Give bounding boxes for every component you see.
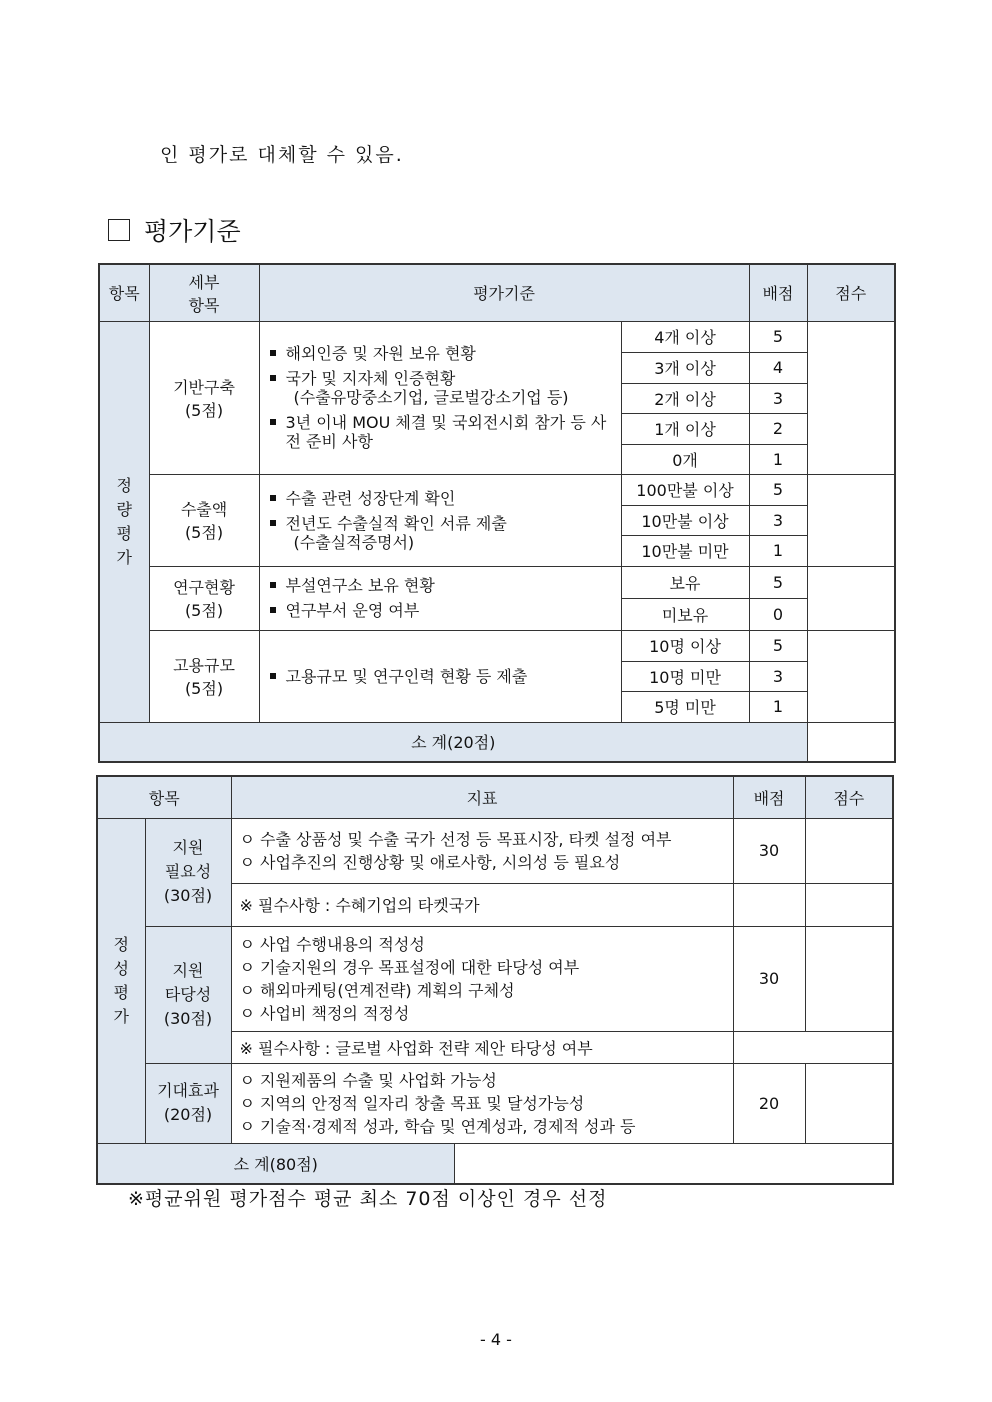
group-name-cell — [145, 818, 231, 926]
group-name-cell — [149, 474, 259, 566]
group-name: 수출액 — [180, 500, 228, 519]
criteria-bullet: 3년 이내 MOU 체결 및 국외전시회 참가 등 사전 준비 사항 — [270, 413, 615, 451]
level-points: 4 — [749, 352, 807, 383]
score-cell — [805, 883, 893, 926]
quantitative-evaluation-table — [98, 263, 896, 763]
header-sub-item-line1: 세부 — [188, 272, 220, 292]
empty-cell — [733, 1031, 893, 1063]
group-name-line: 타당성 — [164, 984, 212, 1004]
criteria-bullet-sub: (수출유망중소기업, 글로벌강소기업 등) — [293, 388, 569, 407]
indicator-item: ㅇ 기술적·경제적 성과, 학습 및 연계성과, 경제적 성과 등 — [239, 1116, 636, 1136]
score-cell — [805, 926, 893, 1031]
header-indicator: 지표 — [231, 776, 733, 818]
group-name-line: 필요성 — [164, 862, 212, 881]
group-name: 기반구축 — [173, 377, 235, 397]
criteria-bullet: 연구부서 운영 여부 — [270, 601, 615, 620]
level-label: 5명 미만 — [621, 691, 749, 722]
header-score: 점수 — [805, 776, 893, 818]
required-note: ※ 필수사항 : 글로벌 사업화 전략 제안 타당성 여부 — [231, 1031, 733, 1063]
level-points: 2 — [749, 413, 807, 444]
indicator-item: ㅇ 지역의 안정적 일자리 창출 목표 및 달성가능성 — [239, 1093, 585, 1113]
level-points: 5 — [749, 630, 807, 661]
level-points: 1 — [749, 444, 807, 474]
level-label: 10만불 이상 — [621, 505, 749, 535]
level-label: 2개 이상 — [621, 383, 749, 413]
category-char: 량 — [116, 499, 132, 519]
level-label: 미보유 — [621, 598, 749, 630]
criteria-cell — [259, 566, 621, 630]
level-points: 3 — [749, 505, 807, 535]
group-name: 연구현황 — [173, 578, 235, 597]
group-name: 고용규모 — [173, 656, 235, 675]
level-label: 1개 이상 — [621, 413, 749, 444]
criteria-bullet: 부설연구소 보유 현황 — [270, 576, 615, 595]
header-criteria: 평가기준 — [259, 264, 749, 321]
category-cell — [99, 321, 149, 722]
level-label: 100만불 이상 — [621, 474, 749, 505]
level-points: 1 — [749, 535, 807, 566]
criteria-bullet: 해외인증 및 자원 보유 현황 — [270, 344, 615, 363]
subtotal-score-cell — [454, 1143, 893, 1184]
score-cell — [805, 1063, 893, 1143]
criteria-cell — [259, 321, 621, 474]
group-name-line: 기대효과 — [157, 1081, 219, 1100]
criteria-bullet — [270, 514, 615, 552]
criteria-bullet-text: 국가 및 지자체 인증현황 — [285, 369, 456, 388]
score-cell — [807, 474, 895, 566]
level-points: 5 — [749, 566, 807, 598]
group-max: (5점) — [184, 601, 224, 620]
group-name-cell — [149, 566, 259, 630]
score-cell — [807, 566, 895, 630]
intro-text: 인 평가로 대체할 수 있음. — [160, 144, 404, 166]
indicator-item: ㅇ 해외마케팅(연계전략) 계획의 구체성 — [239, 980, 515, 1000]
points-cell: 30 — [733, 818, 805, 883]
indicator-item: ㅇ 사업 수행내용의 적성성 — [239, 934, 425, 954]
level-points: 5 — [749, 321, 807, 352]
level-label: 4개 이상 — [621, 321, 749, 352]
group-name-cell — [149, 321, 259, 474]
level-label: 10만불 미만 — [621, 535, 749, 566]
header-points: 배점 — [733, 776, 805, 818]
criteria-bullet — [270, 369, 615, 407]
category-char: 성 — [113, 958, 129, 978]
empty-points-cell — [733, 883, 805, 926]
subtotal-score-cell — [807, 722, 895, 762]
category-char: 정 — [113, 934, 129, 954]
header-sub-item-line2: 항목 — [188, 295, 220, 315]
group-name-line: (30점) — [163, 1008, 213, 1028]
criteria-bullet: 수출 관련 성장단계 확인 — [270, 489, 615, 508]
category-char: 평 — [113, 982, 129, 1002]
group-name-line: 지원 — [172, 960, 204, 980]
required-note: ※ 필수사항 : 수혜기업의 타켓국가 — [231, 883, 733, 926]
indicator-item: ㅇ 사업추진의 진행상황 및 애로사항, 시의성 등 필요성 — [239, 852, 621, 872]
section-title — [108, 212, 241, 248]
indicator-cell — [231, 926, 733, 1031]
indicator-item: ㅇ 기술지원의 경우 목표설정에 대한 타당성 여부 — [239, 957, 580, 977]
header-item: 항목 — [97, 776, 231, 818]
criteria-cell — [259, 630, 621, 722]
level-label: 10명 미만 — [621, 661, 749, 691]
group-name-cell — [145, 1063, 231, 1143]
page-number: - 4 - — [480, 1330, 512, 1349]
score-cell — [807, 630, 895, 722]
points-cell: 30 — [733, 926, 805, 1031]
group-name-line: (20점) — [163, 1105, 213, 1124]
indicator-cell — [231, 818, 733, 883]
level-points: 1 — [749, 691, 807, 722]
score-cell — [807, 321, 895, 474]
category-char: 가 — [113, 1006, 129, 1026]
indicator-cell — [231, 1063, 733, 1143]
group-name-cell — [145, 926, 231, 1063]
indicator-item: ㅇ 지원제품의 수출 및 사업화 가능성 — [239, 1070, 497, 1090]
checkbox-icon — [108, 219, 130, 241]
indicator-item: ㅇ 수출 상품성 및 수출 국가 선정 등 목표시장, 타켓 설정 여부 — [239, 829, 672, 849]
indicator-item: ㅇ 사업비 책정의 적정성 — [239, 1003, 410, 1023]
level-label: 0개 — [621, 444, 749, 474]
header-sub-item — [149, 264, 259, 321]
criteria-bullet: 고용규모 및 연구인력 현황 등 제출 — [270, 667, 615, 686]
subtotal-label: 소 계(80점) — [97, 1143, 454, 1184]
category-char: 정 — [116, 475, 132, 495]
subtotal-label: 소 계(20점) — [99, 722, 807, 762]
level-label: 3개 이상 — [621, 352, 749, 383]
score-cell — [805, 818, 893, 883]
level-points: 3 — [749, 383, 807, 413]
section-title-text: 평가기준 — [144, 217, 241, 246]
group-name-line: 지원 — [172, 838, 204, 857]
footnote: ※평균위원 평가점수 평균 최소 70점 이상인 경우 선정 — [128, 1188, 608, 1210]
category-char: 가 — [116, 547, 132, 567]
points-cell: 20 — [733, 1063, 805, 1143]
level-points: 5 — [749, 474, 807, 505]
category-cell — [97, 818, 145, 1143]
group-name-line: (30점) — [163, 886, 213, 905]
level-label: 보유 — [621, 566, 749, 598]
qualitative-evaluation-table — [96, 775, 894, 1185]
header-points: 배점 — [749, 264, 807, 321]
group-max: (5점) — [184, 679, 224, 698]
group-name-cell — [149, 630, 259, 722]
criteria-cell — [259, 474, 621, 566]
criteria-bullet-text: 전년도 수출실적 확인 서류 제출 — [285, 513, 507, 533]
level-points: 0 — [749, 598, 807, 630]
group-max: (5점) — [184, 523, 224, 542]
header-score: 점수 — [807, 264, 895, 321]
group-max: (5점) — [184, 400, 224, 420]
category-char: 평 — [116, 523, 132, 543]
criteria-bullet-sub: (수출실적증명서) — [293, 532, 415, 552]
level-label: 10명 이상 — [621, 630, 749, 661]
header-item: 항목 — [99, 264, 149, 321]
level-points: 3 — [749, 661, 807, 691]
